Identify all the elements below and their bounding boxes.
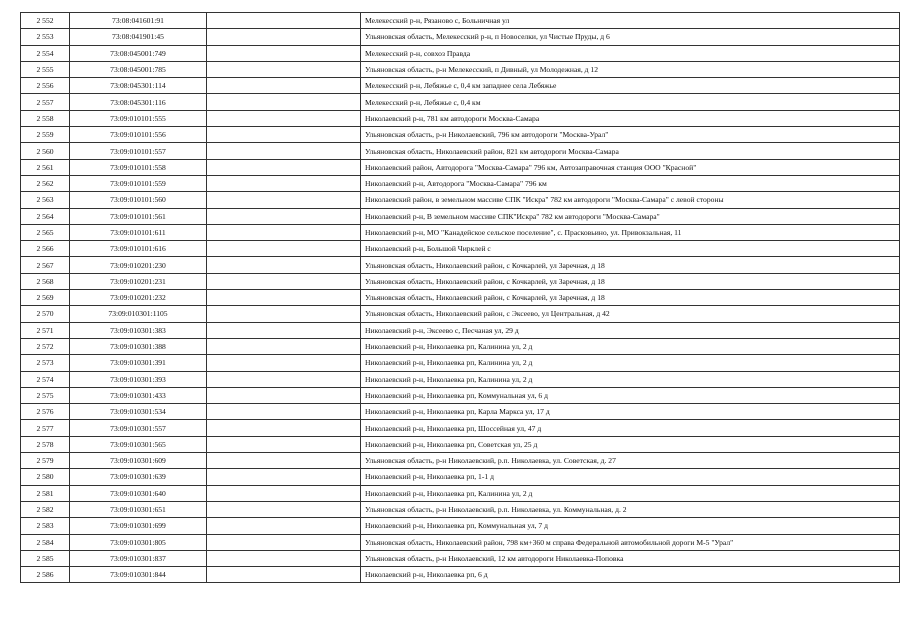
row-number-cell: 2 582 <box>21 501 70 517</box>
table-row <box>21 241 900 257</box>
table-row <box>21 469 900 485</box>
table-row <box>21 453 900 469</box>
table-row <box>21 159 900 175</box>
cadastral-number-cell: 73:09:010101:557 <box>70 143 207 159</box>
address-cell: Мелекесский р-н, Лебяжье с, 0,4 км <box>361 94 900 110</box>
empty-cell <box>207 436 361 452</box>
row-number-cell: 2 572 <box>21 338 70 354</box>
address-cell: Николаевский р-н, Эксеево с, Песчаная ул, 29 д <box>361 322 900 338</box>
address-cell: Ульяновская область, р-н Николаевский, 12 км автодороги Николаевка-Поповка <box>361 550 900 566</box>
table-row <box>21 78 900 94</box>
address-cell: Ульяновская область, р-н Николаевский, р.п. Николаевка, ул. Советская, д. 27 <box>361 453 900 469</box>
table-row <box>21 290 900 306</box>
table-row <box>21 420 900 436</box>
row-number-cell: 2 565 <box>21 224 70 240</box>
cadastral-number-cell: 73:09:010101:560 <box>70 192 207 208</box>
empty-cell <box>207 61 361 77</box>
table-row <box>21 485 900 501</box>
cadastral-number-cell: 73:09:010101:559 <box>70 175 207 191</box>
row-number-cell: 2 560 <box>21 143 70 159</box>
empty-cell <box>207 420 361 436</box>
address-cell: Николаевский р-н, Николаевка рп, Калинина ул, 2 д <box>361 485 900 501</box>
table-row <box>21 224 900 240</box>
row-number-cell: 2 585 <box>21 550 70 566</box>
address-cell: Николаевский р-н, Николаевка рп, 1-1 д <box>361 469 900 485</box>
cadastral-number-cell: 73:09:010301:433 <box>70 387 207 403</box>
empty-cell <box>207 78 361 94</box>
table-row <box>21 110 900 126</box>
address-cell: Николаевский р-н, Николаевка рп, Коммунальная ул, 7 д <box>361 518 900 534</box>
row-number-cell: 2 574 <box>21 371 70 387</box>
cadastral-number-cell: 73:09:010301:805 <box>70 534 207 550</box>
row-number-cell: 2 570 <box>21 306 70 322</box>
address-cell: Мелекесский р-н, Рязаново с, Больничная ул <box>361 13 900 29</box>
empty-cell <box>207 322 361 338</box>
row-number-cell: 2 581 <box>21 485 70 501</box>
row-number-cell: 2 557 <box>21 94 70 110</box>
address-cell: Николаевский р-н, В земельном массиве СПК"Искра" 782 км автодороги "Москва-Самара" <box>361 208 900 224</box>
cadastral-number-cell: 73:09:010301:1105 <box>70 306 207 322</box>
cadastral-number-cell: 73:09:010201:230 <box>70 257 207 273</box>
cadastral-number-cell: 73:09:010301:837 <box>70 550 207 566</box>
address-cell: Ульяновская область, р-н Николаевский, р.п. Николаевка, ул. Коммунальная, д. 2 <box>361 501 900 517</box>
empty-cell <box>207 485 361 501</box>
cadastral-number-cell: 73:09:010301:844 <box>70 567 207 583</box>
table-row <box>21 175 900 191</box>
cadastral-number-cell: 73:09:010301:565 <box>70 436 207 452</box>
empty-cell <box>207 159 361 175</box>
row-number-cell: 2 564 <box>21 208 70 224</box>
row-number-cell: 2 583 <box>21 518 70 534</box>
table-row <box>21 94 900 110</box>
empty-cell <box>207 550 361 566</box>
row-number-cell: 2 554 <box>21 45 70 61</box>
cadastral-number-cell: 73:09:010101:558 <box>70 159 207 175</box>
row-number-cell: 2 562 <box>21 175 70 191</box>
empty-cell <box>207 175 361 191</box>
cadastral-number-cell: 73:09:010301:388 <box>70 338 207 354</box>
cadastral-number-cell: 73:09:010301:383 <box>70 322 207 338</box>
address-cell: Николаевский район, Автодорога "Москва-Самара" 796 км, Автозаправочная станция ООО "Красной" <box>361 159 900 175</box>
cadastral-number-cell: 73:09:010301:609 <box>70 453 207 469</box>
table-row <box>21 371 900 387</box>
cadastral-number-cell: 73:09:010301:639 <box>70 469 207 485</box>
row-number-cell: 2 566 <box>21 241 70 257</box>
table-row <box>21 387 900 403</box>
address-cell: Николаевский р-н, Николаевка рп, Калинина ул, 2 д <box>361 338 900 354</box>
empty-cell <box>207 404 361 420</box>
cadastral-number-cell: 73:08:045001:785 <box>70 61 207 77</box>
empty-cell <box>207 469 361 485</box>
empty-cell <box>207 567 361 583</box>
row-number-cell: 2 577 <box>21 420 70 436</box>
row-number-cell: 2 584 <box>21 534 70 550</box>
empty-cell <box>207 45 361 61</box>
empty-cell <box>207 257 361 273</box>
cadastral-number-cell: 73:09:010101:611 <box>70 224 207 240</box>
row-number-cell: 2 568 <box>21 273 70 289</box>
row-number-cell: 2 569 <box>21 290 70 306</box>
cadastral-number-cell: 73:08:041901:45 <box>70 29 207 45</box>
empty-cell <box>207 110 361 126</box>
table-row <box>21 404 900 420</box>
table-row <box>21 534 900 550</box>
empty-cell <box>207 501 361 517</box>
empty-cell <box>207 371 361 387</box>
row-number-cell: 2 575 <box>21 387 70 403</box>
empty-cell <box>207 192 361 208</box>
empty-cell <box>207 273 361 289</box>
cadastral-number-cell: 73:09:010101:555 <box>70 110 207 126</box>
row-number-cell: 2 556 <box>21 78 70 94</box>
address-cell: Николаевский р-н, Николаевка рп, Калинина ул, 2 д <box>361 371 900 387</box>
empty-cell <box>207 127 361 143</box>
table-row <box>21 355 900 371</box>
empty-cell <box>207 355 361 371</box>
row-number-cell: 2 578 <box>21 436 70 452</box>
row-number-cell: 2 558 <box>21 110 70 126</box>
address-cell: Ульяновская область, Николаевский район, с Эксеево, ул Центральная, д 42 <box>361 306 900 322</box>
row-number-cell: 2 561 <box>21 159 70 175</box>
empty-cell <box>207 518 361 534</box>
cadastral-number-cell: 73:09:010301:557 <box>70 420 207 436</box>
registry-table <box>20 12 900 583</box>
empty-cell <box>207 94 361 110</box>
address-cell: Николаевский р-н, Николаевка рп, Советская ул, 25 д <box>361 436 900 452</box>
table-row <box>21 13 900 29</box>
empty-cell <box>207 143 361 159</box>
table-row <box>21 143 900 159</box>
row-number-cell: 2 563 <box>21 192 70 208</box>
address-cell: Николаевский р-н, Автодорога "Москва-Самара" 796 км <box>361 175 900 191</box>
row-number-cell: 2 567 <box>21 257 70 273</box>
empty-cell <box>207 453 361 469</box>
cadastral-number-cell: 73:09:010301:640 <box>70 485 207 501</box>
empty-cell <box>207 306 361 322</box>
table-row <box>21 567 900 583</box>
table-row <box>21 436 900 452</box>
table-row <box>21 322 900 338</box>
address-cell: Ульяновская область, Николаевский район, с Кочкарлей, ул Заречная, д 18 <box>361 290 900 306</box>
row-number-cell: 2 586 <box>21 567 70 583</box>
empty-cell <box>207 208 361 224</box>
cadastral-number-cell: 73:09:010201:231 <box>70 273 207 289</box>
address-cell: Николаевский р-н, Большой Чирклей с <box>361 241 900 257</box>
address-cell: Ульяновская область, Николаевский район, 821 км автодороги Москва-Самара <box>361 143 900 159</box>
address-cell: Николаевский район, в земельном массиве СПК "Искра" 782 км автодороги "Москва-Самара" с левой стороны <box>361 192 900 208</box>
empty-cell <box>207 387 361 403</box>
empty-cell <box>207 534 361 550</box>
table-row <box>21 45 900 61</box>
address-cell: Николаевский р-н, Николаевка рп, Карла Маркса ул, 17 д <box>361 404 900 420</box>
empty-cell <box>207 13 361 29</box>
table-row <box>21 29 900 45</box>
registry-table-body <box>21 13 900 583</box>
cadastral-number-cell: 73:09:010301:699 <box>70 518 207 534</box>
cadastral-number-cell: 73:09:010301:391 <box>70 355 207 371</box>
address-cell: Николаевский р-н, Николаевка рп, Коммунальная ул, 6 д <box>361 387 900 403</box>
table-row <box>21 273 900 289</box>
table-row <box>21 208 900 224</box>
address-cell: Ульяновская область, Николаевский район, 798 км+360 м справа Федеральной автомобильной дороги М-5 "Урал" <box>361 534 900 550</box>
address-cell: Ульяновская область, Николаевский район, с Кочкарлей, ул Заречная, д 18 <box>361 273 900 289</box>
table-row <box>21 257 900 273</box>
row-number-cell: 2 573 <box>21 355 70 371</box>
address-cell: Ульяновская область, Мелекесский р-н, п Новоселки, ул Чистые Пруды, д 6 <box>361 29 900 45</box>
table-row <box>21 550 900 566</box>
address-cell: Ульяновская область, р-н Мелекесский, п Дивный, ул Молодежная, д 12 <box>361 61 900 77</box>
table-row <box>21 61 900 77</box>
cadastral-number-cell: 73:09:010101:561 <box>70 208 207 224</box>
row-number-cell: 2 553 <box>21 29 70 45</box>
row-number-cell: 2 579 <box>21 453 70 469</box>
row-number-cell: 2 559 <box>21 127 70 143</box>
address-cell: Николаевский р-н, Николаевка рп, 6 д <box>361 567 900 583</box>
cadastral-number-cell: 73:08:041601:91 <box>70 13 207 29</box>
empty-cell <box>207 338 361 354</box>
address-cell: Николаевский р-н, Николаевка рп, Шоссейная ул, 47 д <box>361 420 900 436</box>
empty-cell <box>207 290 361 306</box>
empty-cell <box>207 29 361 45</box>
table-row <box>21 338 900 354</box>
address-cell: Мелекесский р-н, совхоз Правда <box>361 45 900 61</box>
row-number-cell: 2 552 <box>21 13 70 29</box>
table-row <box>21 127 900 143</box>
table-row <box>21 518 900 534</box>
table-row <box>21 192 900 208</box>
address-cell: Николаевский р-н, Николаевка рп, Калинина ул, 2 д <box>361 355 900 371</box>
address-cell: Николаевский р-н, 781 км автодороги Москва-Самара <box>361 110 900 126</box>
row-number-cell: 2 555 <box>21 61 70 77</box>
empty-cell <box>207 224 361 240</box>
cadastral-number-cell: 73:09:010301:393 <box>70 371 207 387</box>
address-cell: Мелекесский р-н, Лебяжье с, 0,4 км западнее села Лебяжье <box>361 78 900 94</box>
address-cell: Николаевский р-н, МО "Канадейское сельское поселение", с. Прасковьино, ул. Привокзальная, 11 <box>361 224 900 240</box>
cadastral-number-cell: 73:09:010201:232 <box>70 290 207 306</box>
empty-cell <box>207 241 361 257</box>
address-cell: Ульяновская область, Николаевский район, с Кочкарлей, ул Заречная, д 18 <box>361 257 900 273</box>
address-cell: Ульяновская область, р-н Николаевский, 796 км автодороги "Москва-Урал" <box>361 127 900 143</box>
cadastral-number-cell: 73:09:010101:556 <box>70 127 207 143</box>
cadastral-number-cell: 73:09:010101:616 <box>70 241 207 257</box>
table-row <box>21 306 900 322</box>
cadastral-number-cell: 73:09:010301:534 <box>70 404 207 420</box>
row-number-cell: 2 571 <box>21 322 70 338</box>
cadastral-number-cell: 73:08:045001:749 <box>70 45 207 61</box>
cadastral-number-cell: 73:09:010301:651 <box>70 501 207 517</box>
cadastral-number-cell: 73:08:045301:116 <box>70 94 207 110</box>
cadastral-number-cell: 73:08:045301:114 <box>70 78 207 94</box>
row-number-cell: 2 580 <box>21 469 70 485</box>
row-number-cell: 2 576 <box>21 404 70 420</box>
table-row <box>21 501 900 517</box>
